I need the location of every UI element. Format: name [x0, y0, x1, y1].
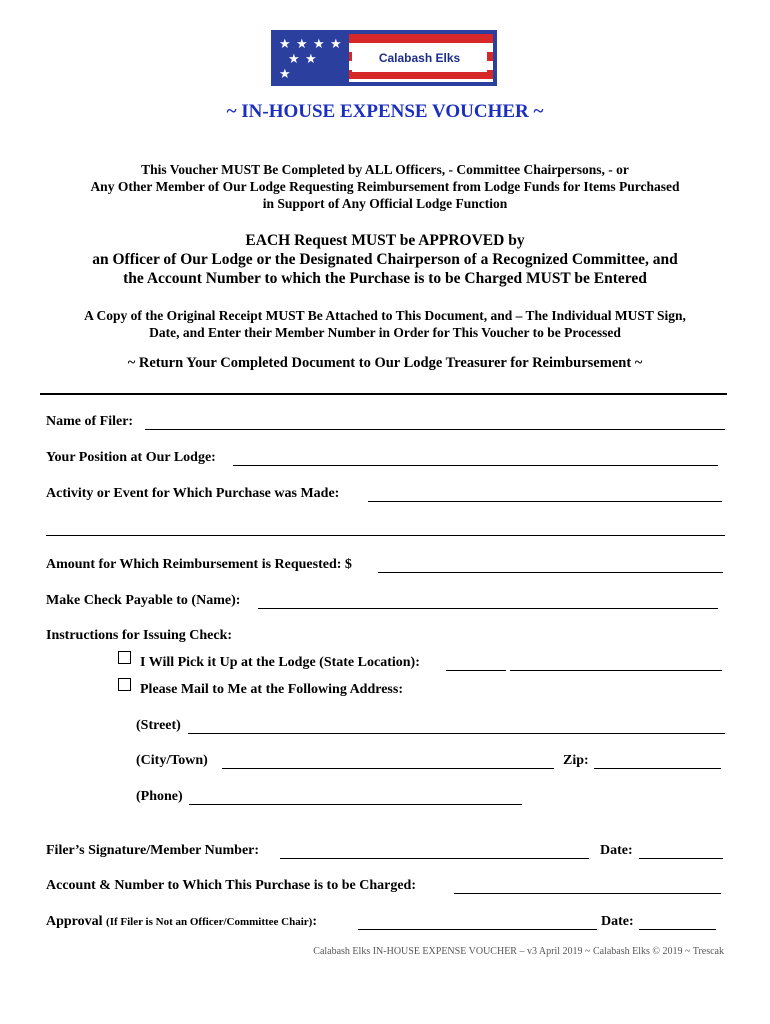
divider — [40, 393, 727, 395]
mail-label: Please Mail to Me at the Following Address: — [140, 682, 403, 697]
amount-label: Amount for Which Reimbursement is Requested: $ — [46, 557, 352, 572]
signature-label: Filer’s Signature/Member Number: — [46, 843, 260, 858]
footer: Calabash Elks IN-HOUSE EXPENSE VOUCHER – v3 April 2019 ~ Calabash Elks © 2019 ~ Trescak — [313, 946, 724, 957]
approval-date-field[interactable] — [639, 929, 716, 930]
payable-label: Make Check Payable to (Name): — [46, 593, 241, 608]
receipt-line: Date, and Enter their Member Number in Order for This Voucher to be Processed — [149, 325, 621, 340]
city-label: (City/Town) — [136, 753, 208, 768]
pickup-checkbox[interactable] — [118, 651, 131, 664]
city-field[interactable] — [222, 768, 554, 769]
svg-text:★: ★ — [288, 52, 300, 67]
activity-label: Activity or Event for Which Purchase was Made: — [46, 486, 340, 501]
approval-requirement — [0, 231, 770, 288]
amount-field[interactable] — [378, 572, 723, 573]
receipt-line: A Copy of the Original Receipt MUST Be Attached to This Document, and – The Individual MUST Sign, — [84, 308, 686, 323]
signature-field[interactable] — [280, 858, 589, 859]
street-label: (Street) — [136, 718, 181, 733]
account-field[interactable] — [454, 893, 721, 894]
date-label: Date: — [600, 843, 633, 858]
svg-text:★: ★ — [330, 37, 342, 52]
pickup-location-field-continued[interactable] — [510, 670, 722, 671]
approval-line: EACH Request MUST be APPROVED by — [245, 232, 525, 249]
zip-label: Zip: — [563, 753, 589, 768]
pickup-location-field[interactable] — [446, 670, 506, 671]
approval-field[interactable] — [358, 929, 597, 930]
approval-label-text: Approval — [46, 914, 103, 929]
svg-text:★: ★ — [313, 37, 325, 52]
svg-text:★: ★ — [296, 37, 308, 52]
approval-date-label: Date: — [601, 914, 634, 929]
zip-field[interactable] — [594, 768, 721, 769]
date-field[interactable] — [639, 858, 723, 859]
approval-line: an Officer of Our Lodge or the Designated Chairperson of a Recognized Committee, and — [92, 251, 678, 268]
approval-colon: : — [312, 914, 318, 929]
position-label: Your Position at Our Lodge: — [46, 450, 216, 465]
intro-text — [0, 161, 770, 212]
activity-field[interactable] — [368, 501, 722, 502]
approval-note: (If Filer is Not an Officer/Committee Chair) — [106, 916, 313, 928]
logo-text: Calabash Elks — [378, 51, 461, 65]
intro-line: in Support of Any Official Lodge Function — [262, 196, 508, 211]
phone-field[interactable] — [189, 804, 522, 805]
position-field[interactable] — [233, 465, 718, 466]
name-field[interactable] — [145, 429, 725, 430]
phone-label: (Phone) — [136, 789, 183, 804]
return-note: ~ Return Your Completed Document to Our Lodge Treasurer for Reimbursement ~ — [127, 355, 643, 371]
intro-line: This Voucher MUST Be Completed by ALL Officers, - Committee Chairpersons, - or — [141, 162, 629, 177]
pickup-label: I Will Pick it Up at the Lodge (State Location): — [140, 655, 420, 670]
svg-text:★: ★ — [305, 52, 317, 67]
page-title: ~ IN-HOUSE EXPENSE VOUCHER ~ — [226, 101, 544, 122]
name-label: Name of Filer: — [46, 414, 134, 429]
street-field[interactable] — [188, 733, 725, 734]
approval-label — [46, 914, 317, 930]
svg-text:★: ★ — [279, 37, 291, 52]
account-label: Account & Number to Which This Purchase is to be Charged: — [46, 878, 416, 893]
approval-line: the Account Number to which the Purchase is to be Charged MUST be Entered — [123, 270, 647, 287]
svg-text:★: ★ — [279, 67, 291, 82]
activity-field-continued[interactable] — [46, 535, 725, 536]
payable-field[interactable] — [258, 608, 718, 609]
mail-checkbox[interactable] — [118, 678, 131, 691]
instructions-label: Instructions for Issuing Check: — [46, 628, 233, 643]
receipt-instructions — [0, 307, 770, 341]
intro-line: Any Other Member of Our Lodge Requesting Reimbursement from Lodge Funds for Items Purchased — [90, 179, 680, 194]
